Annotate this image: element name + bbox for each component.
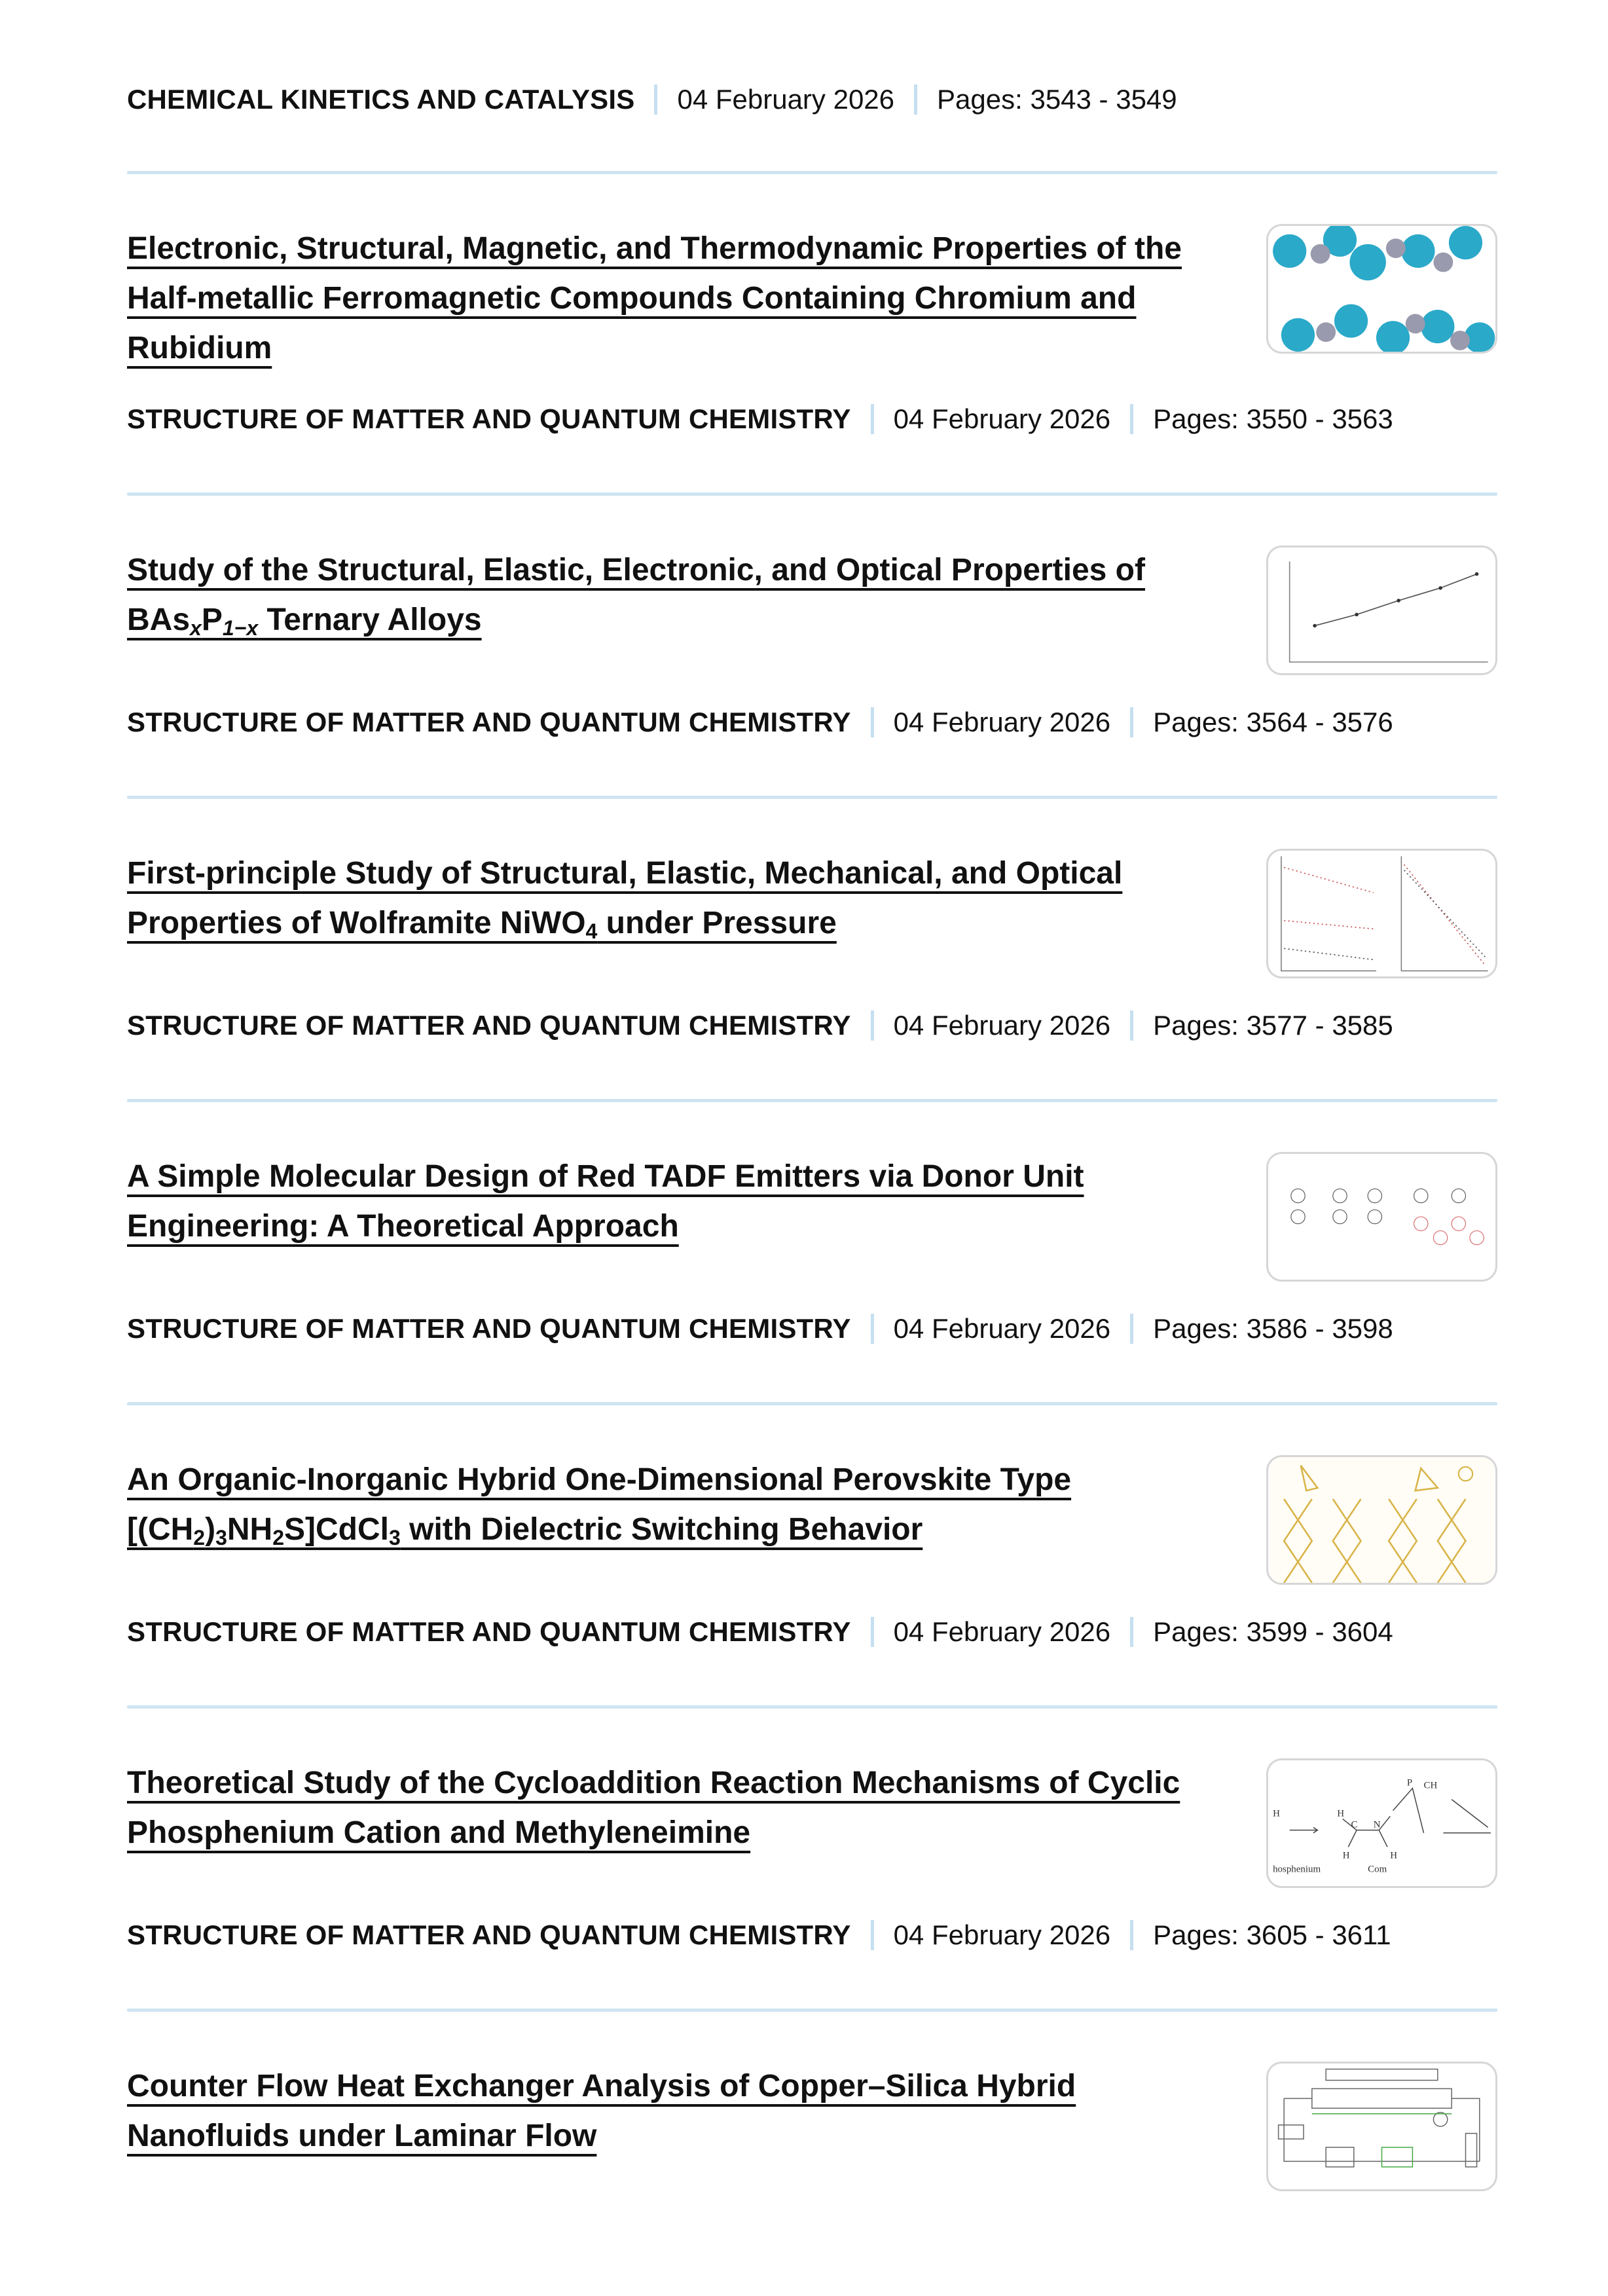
article-meta xyxy=(127,402,1497,436)
separator xyxy=(871,1617,874,1647)
article-meta xyxy=(127,1312,1497,1346)
article-meta xyxy=(127,83,1177,117)
article-title-link[interactable]: Study of the Structural, Elastic, Electronic, and Optical Properties of $BAs_xP_{1-x}$ Ternary Alloys xyxy=(127,553,1145,640)
svg-text:hosphenium: hosphenium xyxy=(1273,1864,1321,1875)
separator xyxy=(1130,1010,1133,1041)
svg-text:P: P xyxy=(1406,1777,1413,1788)
section-label: STRUCTURE OF MATTER AND QUANTUM CHEMISTRY xyxy=(127,1010,851,1041)
separator xyxy=(871,1314,874,1344)
separator xyxy=(1130,707,1133,737)
article-item xyxy=(127,1709,1497,1952)
section-label: STRUCTURE OF MATTER AND QUANTUM CHEMISTRY xyxy=(127,707,851,737)
molecules-image[interactable] xyxy=(1266,1152,1497,1282)
section-label: CHEMICAL KINETICS AND CATALYSIS xyxy=(127,84,635,115)
article-item xyxy=(127,1405,1497,1649)
publish-date: 04 February 2026 xyxy=(893,1919,1111,1950)
section-label: STRUCTURE OF MATTER AND QUANTUM CHEMISTRY xyxy=(127,1919,851,1950)
separator xyxy=(1130,1920,1133,1950)
article-meta xyxy=(127,1918,1497,1952)
separator xyxy=(1130,404,1133,434)
page-range: Pages: 3599 - 3604 xyxy=(1153,1616,1393,1647)
separator xyxy=(1130,1617,1133,1647)
page-range: Pages: 3550 - 3563 xyxy=(1153,403,1393,434)
publish-date: 04 February 2026 xyxy=(893,707,1111,737)
separator xyxy=(871,1010,874,1041)
svg-text:N: N xyxy=(1373,1819,1381,1830)
article-meta xyxy=(127,1009,1497,1043)
line-graph-image[interactable] xyxy=(1266,546,1497,675)
page-range: Pages: 3564 - 3576 xyxy=(1153,707,1393,737)
svg-text:H: H xyxy=(1342,1850,1350,1861)
perovskite-image[interactable] xyxy=(1266,1455,1497,1585)
crystal-structure-image[interactable] xyxy=(1266,224,1497,354)
article-title-link[interactable]: An Organic-Inorganic Hybrid One-Dimensional Perovskite Type $[(CH_2)_3NH_2S]CdCl_3$ with Dielectric Switching Behavior xyxy=(127,1462,1072,1549)
separator xyxy=(871,707,874,737)
article-meta xyxy=(127,705,1497,739)
publish-date: 04 February 2026 xyxy=(893,1616,1111,1647)
svg-text:H: H xyxy=(1273,1808,1280,1819)
separator xyxy=(914,84,917,115)
article-meta xyxy=(127,1615,1497,1649)
article-item xyxy=(127,1102,1497,1346)
article-item xyxy=(127,799,1497,1043)
section-label: STRUCTURE OF MATTER AND QUANTUM CHEMISTRY xyxy=(127,403,851,434)
svg-text:H: H xyxy=(1337,1808,1345,1819)
separator xyxy=(654,84,657,115)
svg-text:C: C xyxy=(1351,1819,1358,1830)
publish-date: 04 February 2026 xyxy=(893,1313,1111,1344)
reaction-scheme-image[interactable] xyxy=(1266,1758,1497,1888)
article-title-link[interactable]: A Simple Molecular Design of Red TADF Emitters via Donor Unit Engineering: A Theoretical Approach xyxy=(127,1159,1084,1244)
svg-text:Com: Com xyxy=(1368,1864,1387,1875)
article-title-link[interactable]: First-principle Study of Structural, Elastic, Mechanical, and Optical Properties of Wolframite NiWO$_4$ under Pressure xyxy=(127,856,1123,943)
heat-exchanger-diagram-image[interactable] xyxy=(1266,2062,1497,2191)
article-title-link[interactable]: Theoretical Study of the Cycloaddition Reaction Mechanisms of Cyclic Phosphenium Cation and Methyleneimine xyxy=(127,1766,1180,1850)
publish-date: 04 February 2026 xyxy=(893,1010,1111,1041)
svg-text:H: H xyxy=(1390,1850,1398,1861)
page-range: Pages: 3605 - 3611 xyxy=(1153,1919,1391,1950)
article-item xyxy=(127,2012,1497,2193)
article-title-link[interactable]: Counter Flow Heat Exchanger Analysis of Copper–Silica Hybrid Nanofluids under Laminar Flow xyxy=(127,2069,1076,2153)
separator xyxy=(1130,1314,1133,1344)
section-label: STRUCTURE OF MATTER AND QUANTUM CHEMISTRY xyxy=(127,1313,851,1344)
article-title-link[interactable]: Electronic, Structural, Magnetic, and Thermodynamic Properties of the Half-metallic Ferromagnetic Compounds Containing Chromium and Rubidium xyxy=(127,231,1182,365)
separator xyxy=(871,404,874,434)
pressure-plots-image[interactable] xyxy=(1266,849,1497,978)
article-item xyxy=(127,174,1497,436)
section-label: STRUCTURE OF MATTER AND QUANTUM CHEMISTRY xyxy=(127,1616,851,1647)
publish-date: 04 February 2026 xyxy=(677,84,895,115)
separator xyxy=(871,1920,874,1950)
page-range: Pages: 3577 - 3585 xyxy=(1153,1010,1393,1041)
publish-date: 04 February 2026 xyxy=(893,403,1111,434)
page-range: Pages: 3543 - 3549 xyxy=(937,84,1177,115)
svg-text:CH: CH xyxy=(1423,1780,1438,1791)
page-range: Pages: 3586 - 3598 xyxy=(1153,1313,1393,1344)
article-item xyxy=(127,496,1497,739)
